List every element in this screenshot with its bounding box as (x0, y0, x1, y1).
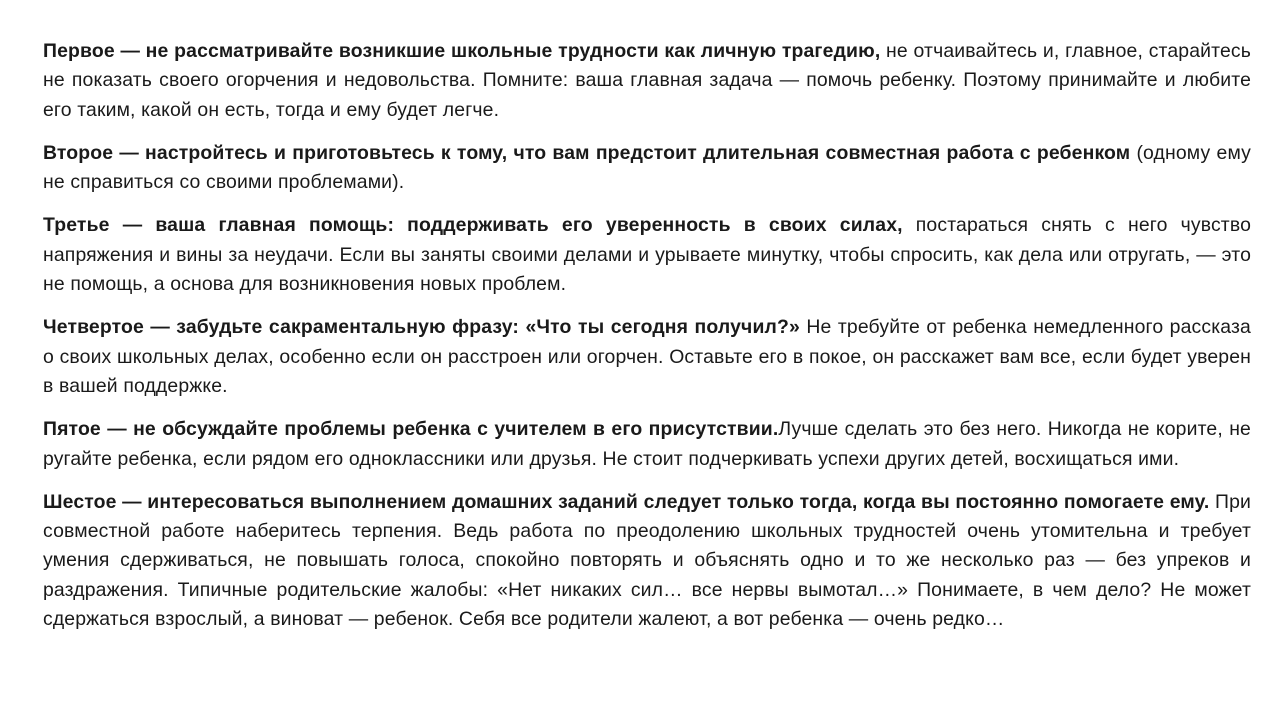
paragraph-text: При совместной работе наберитесь терпения. Ведь работа по преодолению школьных трудностей очень утомительна и требует умения сдерживаться, не повышать голоса, спокойно повторять и объяснять одно и то же несколько раз — без упреков и раздражения. Типичные родительские жалобы: «Нет никаких сил… все нервы вымотал…» Понимаете, в чем дело? Не может сдержаться взрослый, а виноват — ребенок. Себя все родители жалеют, а вот ребенка — очень редко… (43, 490, 1251, 631)
paragraph-lead: Первое — не рассматривайте возникшие школьные трудности как личную трагедию, (43, 40, 881, 62)
paragraph-text: Не требуйте от ребенка немедленного рассказа о своих школьных делах, особенно если он расстроен или огорчен. Оставьте его в покое, он расскажет вам все, если будет уверен в вашей поддержке. (43, 316, 1251, 397)
paragraph-lead: Пятое — не обсуждайте проблемы ребенка с учителем в его присутствии. (43, 418, 779, 441)
paragraph-lead: Шестое — интересоваться выполнением домашних заданий следует только тогда, когда вы постоянно помогаете ему. (43, 490, 1210, 513)
paragraph-third (43, 211, 1251, 299)
paragraph-text: не отчаивайтесь и, главное, старайтесь не показать своего огорчения и недовольства. Помните: ваша главная задача — помочь ребенку. Поэтому принимайте и любите его таким, какой он есть, тогда и ему будет легче. (43, 40, 1251, 121)
paragraph-fifth (43, 415, 1251, 474)
paragraph-lead: Второе — настройтесь и приготовьтесь к тому, что вам предстоит длительная совместная работа с ребенком (43, 141, 1131, 164)
paragraph-lead: Третье — ваша главная помощь: поддерживать его уверенность в своих силах, (43, 214, 903, 237)
paragraph-second (43, 139, 1251, 198)
paragraph-lead: Четвертое — забудьте сакраментальную фразу: «Что ты сегодня получил?» (43, 316, 800, 339)
paragraph-text: постараться снять с него чувство напряжения и вины за неудачи. Если вы заняты своими делами и урываете минутку, чтобы спросить, как дела или отругать, — это не помощь, а основа для возникновения новых проблем. (43, 214, 1252, 296)
paragraph-sixth (43, 488, 1251, 634)
paragraph-fourth (43, 313, 1251, 401)
article-body (43, 37, 1251, 648)
paragraph-text: Лучше сделать это без него. Никогда не корите, не ругайте ребенка, если рядом его одноклассники или друзья. Не стоит подчеркивать успехи других детей, восхищаться ими. (43, 418, 1251, 470)
paragraph-text: (одному ему не справиться со своими проблемами). (43, 141, 1251, 194)
paragraph-first (43, 37, 1251, 125)
